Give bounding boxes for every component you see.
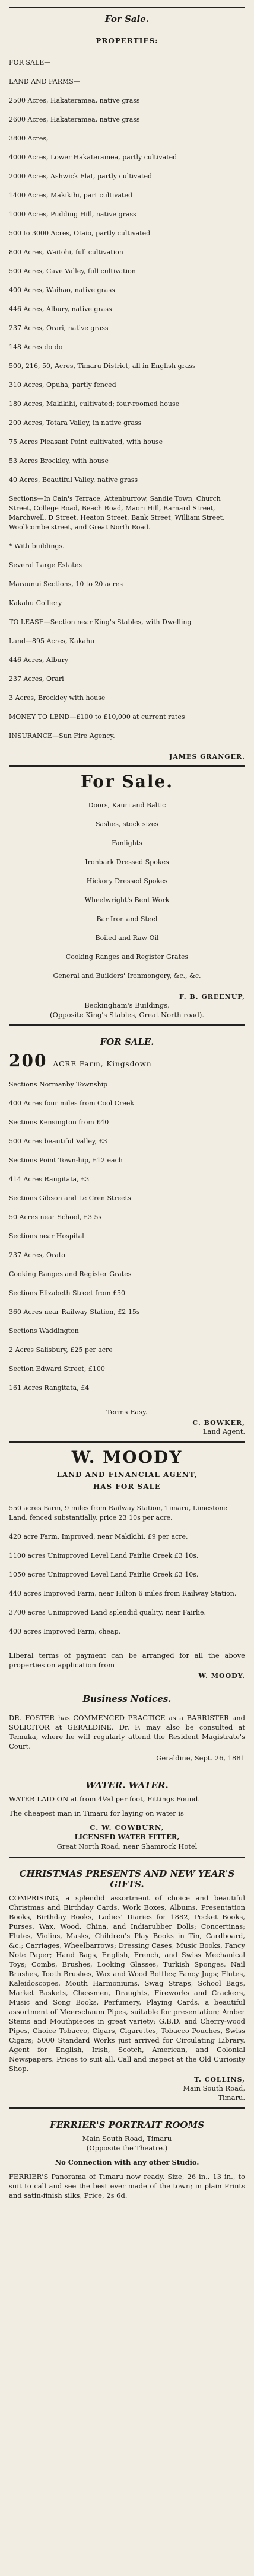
ad-water-name: C. W. COWBURN, <box>90 1823 164 1832</box>
ad-water-text1: WATER LAID ON at from 4½d per foot, Fittings Found. <box>9 1795 201 1803</box>
line: 1100 acres Unimproved Level Land Fairlie Creek £3 10s. <box>9 1552 199 1559</box>
line: Doors, Kauri and Baltic <box>88 801 166 809</box>
ad-bowker-signature: C. BOWKER, <box>192 1419 245 1427</box>
ad-greenup <box>9 771 245 1021</box>
line: Several Large Estates <box>9 561 82 569</box>
line: 40 Acres, Beautiful Valley, native grass <box>9 476 138 484</box>
line: 200 Acres, Totara Valley, in native grass <box>9 419 142 427</box>
line: Sections Normanby Township <box>9 1081 108 1088</box>
line: FOR SALE— <box>9 59 51 66</box>
line: 53 Acres Brockley, with house <box>9 457 109 465</box>
divider <box>9 1441 245 1443</box>
line: * With buildings. <box>9 542 65 550</box>
line: 1050 acres Unimproved Level Land Fairlie Creek £3 10s. <box>9 1571 199 1578</box>
line: 400 Acres, Waihao, native grass <box>9 286 115 294</box>
line: TO LEASE—Section near King's Stables, with Dwelling <box>9 618 192 626</box>
spacer <box>9 1804 245 1808</box>
line: Sections Elizabeth Street from £50 <box>9 1289 125 1297</box>
ad-ferrier-address: Main South Road, Timaru <box>82 2134 172 2143</box>
ad-greenup-address2: (Opposite King's Stables, Great North road). <box>50 1011 204 1019</box>
ad-moody <box>9 1446 245 1681</box>
ad-ferrier-note: No Connection with any other Studio. <box>55 2158 199 2166</box>
line: 2600 Acres, Hakateramea, native grass <box>9 116 140 123</box>
ad-properties-signature: JAMES GRANGER. <box>169 753 245 760</box>
line: MONEY TO LEND—£100 to £10,000 at current rates <box>9 713 185 721</box>
line: 2000 Acres, Ashwick Flat, partly cultivated <box>9 172 153 180</box>
line: 414 Acres Rangitata, £3 <box>9 1175 90 1183</box>
line: 400 Acres four miles from Cool Creek <box>9 1100 135 1107</box>
line: 800 Acres, Waitohi, full cultivation <box>9 248 123 256</box>
ad-greenup-signature: F. B. GREENUP, <box>179 993 245 1001</box>
ad-bowker-lines <box>9 1070 245 1402</box>
ad-moody-heading: W. MOODY <box>71 1447 183 1467</box>
ad-bowker <box>9 1030 245 1437</box>
line: LAND AND FARMS— <box>9 78 80 85</box>
line: 50 Acres near School, £3 5s <box>9 1213 102 1221</box>
divider <box>9 2107 245 2109</box>
ad-collins-town: Timaru. <box>218 2094 245 2102</box>
line: 400 acres Improved Farm, cheap. <box>9 1628 121 1635</box>
line: Wheelwright's Bent Work <box>84 896 170 904</box>
line: 148 Acres do do <box>9 343 63 351</box>
divider <box>9 765 245 767</box>
ad-moody-tagline: LAND AND FINANCIAL AGENT, <box>56 1471 198 1479</box>
line: Sashes, stock sizes <box>95 820 159 828</box>
line: Land—895 Acres, Kakahu <box>9 637 95 645</box>
ad-collins-signature: T. COLLINS, <box>194 2076 245 2083</box>
ad-moody-signature: W. MOODY. <box>198 1672 245 1680</box>
ad-bowker-lead <box>9 1051 245 1070</box>
ad-collins-address: Main South Road, <box>183 2084 245 2092</box>
ad-moody-note: Liberal terms of payment can be arranged for all the above properties on application from <box>9 1651 245 1669</box>
ad-collins-text: COMPRISING, a splendid assortment of choice and beautiful Christmas and Birthday Cards, Work Boxes, Albums, Presentation Books, Birthday Books, Ladies' Diaries for 1882, Pocket Books, Purses, Wax, Wood, China, and Indiarubber Dolls; Concertinas; Flutes, Violins, Masks, Children's Play Books in Tin, Cardboard, &c.; Carriages, Wheelbarrows; Dressing Cases, Music Books, Fancy Note Paper; Hand Bags, English, French, and Swiss Mechanical Toys; Combs, Brushes, Looking Glasses, Turkish Sponges, Nail Brushes, Tooth Brushes, Wax and Wood Bottles; Fancy Jugs; Flutes, Kaleidoscopes, Mouth Harmoniums, Swag Straps, School Bags, Market Baskets, Chessmen, Draughts, Fireworks and Crackers, Music and Song Books, Perfumery, Playing Cards, a beautiful assortment of Meerschaum Pipes, suitable for presentation; Amber Stems and Mouthpieces in great variety; G.B.D. and Cherry-wood Pipes, Choice Tobacco, Cigars, Cigarettes, Tobacco Pouches, Swiss Cigars; 5000 Standard Works just arrived for Circulating Library. Agent for English, Irish, Scotch, American, and Colonial Newspapers. Prices to suit all. Call and inspect at the Old Curiosity Shop. <box>9 1894 245 2073</box>
line: 446 Acres, Albury, native grass <box>9 305 112 313</box>
ad-ferrier-address2: (Opposite the Theatre.) <box>86 2144 168 2152</box>
ad-bowker-title: FOR SALE. <box>100 1037 154 1047</box>
ad-greenup-address: Beckingham's Buildings, <box>84 1001 170 1009</box>
line: Maraunui Sections, 10 to 20 acres <box>9 580 123 588</box>
section-header-for-sale: For Sale. <box>105 14 149 24</box>
line: 360 Acres near Railway Station, £2 15s <box>9 1308 140 1316</box>
line: 420 acre Farm, Improved, near Makikihi, £9 per acre. <box>9 1533 188 1541</box>
section-header-business-notices: Business Notices. <box>82 1693 172 1704</box>
line: 3 Acres, Brockley with house <box>9 694 106 702</box>
line: 4000 Acres, Lower Hakateramea, partly cultivated <box>9 154 177 161</box>
line: 3800 Acres, <box>9 135 49 142</box>
line: 180 Acres, Makikihi, cultivated; four-roomed house <box>9 400 180 408</box>
ad-water-role: LICENSED WATER FITTER, <box>74 1833 180 1841</box>
ad-water <box>9 1773 245 1852</box>
line: INSURANCE—Sun Fire Agency. <box>9 732 115 740</box>
spacer <box>9 2167 245 2172</box>
line: Sections Waddington <box>9 1327 79 1335</box>
line: 310 Acres, Opuha, partly fenced <box>9 381 116 389</box>
ad-greenup-lines <box>9 791 245 990</box>
newspaper-column <box>9 0 245 2201</box>
line: 161 Acres Rangitata, £4 <box>9 1384 90 1392</box>
ad-moody-lines <box>9 1494 245 1646</box>
line: 440 acres Improved Farm, near Hilton 6 miles from Railway Station. <box>9 1590 237 1597</box>
line: 500 Acres, Cave Valley, full cultivation <box>9 267 136 275</box>
ad-water-title: WATER. WATER. <box>85 1780 169 1791</box>
line: Hickory Dressed Spokes <box>86 877 168 885</box>
divider <box>9 1768 245 1769</box>
ad-bowker-role: Land Agent. <box>202 1427 245 1436</box>
line: Sections near Hospital <box>9 1232 84 1240</box>
line: Bar Iron and Steel <box>96 915 158 923</box>
ad-ferrier-title: FERRIER'S PORTRAIT ROOMS <box>50 2120 204 2130</box>
line: 237 Acres, Orari <box>9 675 64 683</box>
line: 446 Acres, Albury <box>9 656 69 664</box>
spacer <box>9 2153 245 2158</box>
line: 500, 216, 50, Acres, Timaru District, all in English grass <box>9 362 196 370</box>
ad-water-address: Great North Road, near Shamrock Hotel <box>56 1842 198 1850</box>
ad-collins-title: CHRISTMAS PRESENTS AND NEW YEAR'S GIFTS. <box>19 1868 235 1890</box>
spacer <box>9 1818 245 1823</box>
divider <box>9 1856 245 1858</box>
ad-foster <box>9 1712 245 1764</box>
line: Ironbark Dressed Spokes <box>85 858 169 866</box>
ad-ferrier-footer: FERRIER'S Panorama of Timaru now ready, Size, 26 in., 13 in., to suit to call and see the best ever made of the town; in plain Prints and satin-finish silks, Price, 2s 6d. <box>9 2172 245 2200</box>
ad-foster-dateline: Geraldine, Sept. 26, 1881 <box>156 1754 245 1762</box>
ad-bowker-lead-text: ACRE Farm, Kingsdown <box>53 1060 152 1068</box>
line: Sections Kensington from £40 <box>9 1118 109 1126</box>
ad-water-text2: The cheapest man in Timaru for laying on water is <box>9 1809 184 1817</box>
line: Fanlights <box>112 839 142 847</box>
line: 500 Acres beautiful Valley, £3 <box>9 1137 107 1145</box>
line: 237 Acres, Orato <box>9 1251 65 1259</box>
line: 3700 acres Unimproved Land splendid quality, near Fairlie. <box>9 1609 207 1616</box>
top-rule <box>9 7 245 8</box>
spacer <box>9 1646 245 1651</box>
ad-properties-lines <box>9 49 245 750</box>
line: 1400 Acres, Makikihi, part cultivated <box>9 191 133 199</box>
ad-ferrier <box>9 2112 245 2201</box>
ad-moody-sub: HAS FOR SALE <box>93 1482 161 1491</box>
spacer <box>9 1402 245 1407</box>
line: Sections Point Town-hip, £12 each <box>9 1156 123 1164</box>
ad-properties <box>9 32 245 762</box>
ad-greenup-heading: For Sale. <box>80 772 174 791</box>
ad-collins <box>9 1861 245 2104</box>
line: Sections Gibson and Le Cren Streets <box>9 1194 131 1202</box>
ad-properties-title: PROPERTIES: <box>96 37 158 45</box>
line: Kakahu Colliery <box>9 599 62 607</box>
ad-bowker-terms: Terms Easy. <box>106 1408 148 1416</box>
line: 2 Acres Salisbury, £25 per acre <box>9 1346 113 1354</box>
ad-foster-text: DR. FOSTER has COMMENCED PRACTICE as a BARRISTER and SOLICITOR at GERALDINE. Dr. F. may also be consulted at Temuka, where he will regularly attend the Resident Magistrate's Court. <box>9 1714 245 1750</box>
line: Boiled and Raw Oil <box>95 934 159 942</box>
line: Section Edward Street, £100 <box>9 1365 105 1373</box>
line: 500 to 3000 Acres, Otaio, partly cultivated <box>9 229 151 237</box>
line: 237 Acres, Orari, native grass <box>9 324 109 332</box>
line: Cooking Ranges and Register Grates <box>9 1270 132 1278</box>
line: 2500 Acres, Hakateramea, native grass <box>9 97 140 104</box>
line: General and Builders' Ironmongery, &c., &c. <box>53 972 201 980</box>
ad-bowker-lead-number: 200 <box>9 1051 47 1070</box>
line: 550 acres Farm, 9 miles from Railway Station, Timaru, Limestone Land, fenced substantially, price 23 10s per acre. <box>9 1504 227 1522</box>
line: 75 Acres Pleasant Point cultivated, with house <box>9 438 163 446</box>
divider <box>9 1024 245 1026</box>
line: Cooking Ranges and Register Grates <box>65 953 189 961</box>
line: Sections—In Cain's Terrace, Attenburrow, Sandie Town, Church Street, College Road, Beach Road, Maori Hill, Barnard Street, Marchwell, D Street, Heaton Street, Bank Street, William Street, Woollcombe street, and Great North Road. <box>9 495 225 531</box>
line: 1000 Acres, Pudding Hill, native grass <box>9 210 136 218</box>
